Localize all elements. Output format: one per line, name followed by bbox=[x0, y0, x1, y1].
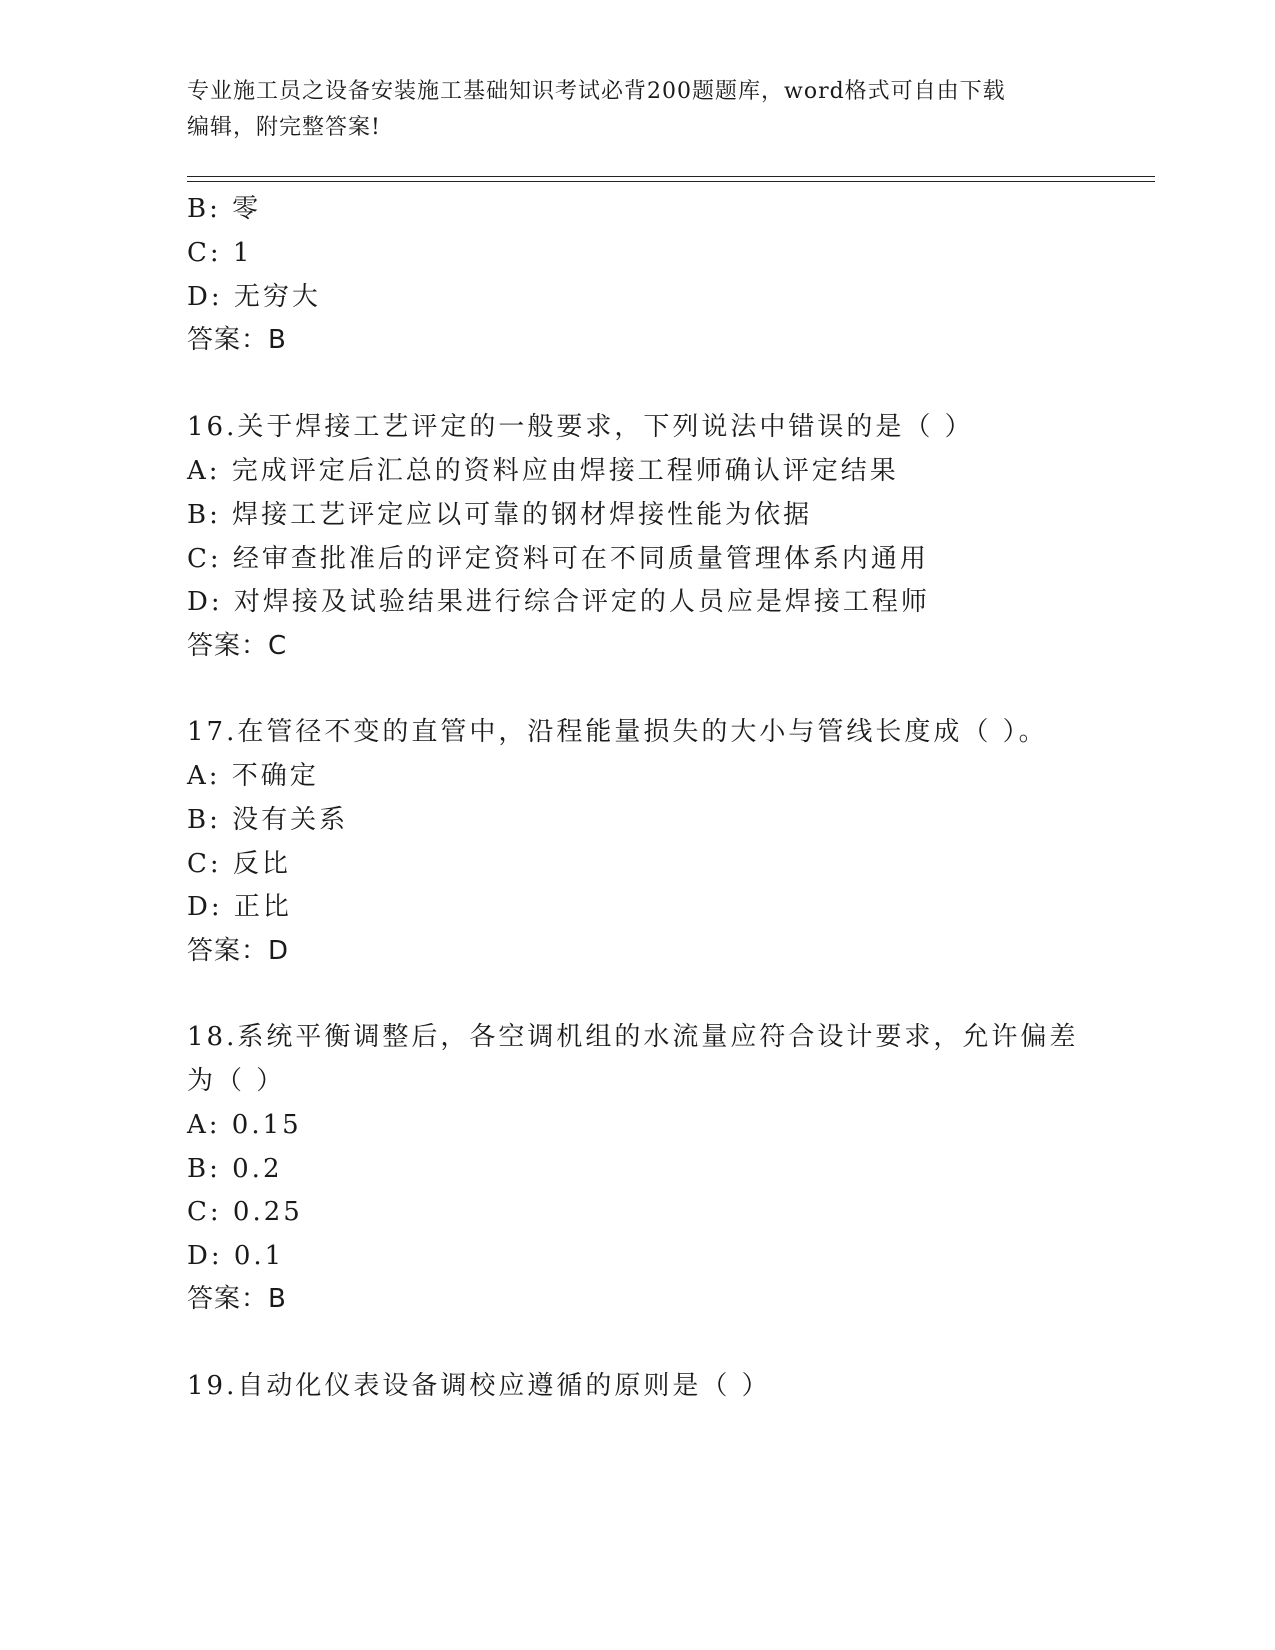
q15-option-c: C: 1 bbox=[187, 238, 253, 268]
q16-option-a: A: 完成评定后汇总的资料应由焊接工程师确认评定结果 bbox=[187, 456, 899, 486]
q18-option-b: B: 0.2 bbox=[187, 1154, 283, 1184]
q18-option-d: D: 0.1 bbox=[187, 1241, 285, 1271]
q17-option-b: B: 没有关系 bbox=[187, 805, 349, 835]
q15-option-d: D: 无穷大 bbox=[187, 282, 321, 312]
q15-answer: 答案：B bbox=[187, 325, 287, 355]
q16-question: 16.关于焊接工艺评定的一般要求，下列说法中错误的是（ ） bbox=[187, 412, 974, 442]
q15-option-b: B: 零 bbox=[187, 194, 262, 224]
q18-option-a: A: 0.15 bbox=[187, 1110, 302, 1140]
q16-option-b: B: 焊接工艺评定应以可靠的钢材焊接性能为依据 bbox=[187, 500, 813, 530]
q17-question: 17.在管径不变的直管中，沿程能量损失的大小与管线长度成（ ）。 bbox=[187, 717, 1048, 747]
q19-question: 19.自动化仪表设备调校应遵循的原则是（ ） bbox=[187, 1371, 771, 1401]
q16-answer: 答案：C bbox=[187, 631, 288, 661]
q18-option-c: C: 0.25 bbox=[187, 1197, 303, 1227]
q16-option-c: C: 经审查批准后的评定资料可在不同质量管理体系内通用 bbox=[187, 544, 929, 574]
q18-answer: 答案：B bbox=[187, 1284, 287, 1314]
q16-option-d: D: 对焊接及试验结果进行综合评定的人员应是焊接工程师 bbox=[187, 587, 930, 617]
header-divider-bottom bbox=[187, 181, 1155, 182]
header-line-2: 编辑，附完整答案! bbox=[187, 115, 381, 140]
q17-answer: 答案：D bbox=[187, 936, 290, 966]
header-line-1: 专业施工员之设备安装施工基础知识考试必背200题题库，word格式可自由下载 bbox=[187, 79, 1006, 104]
document-header bbox=[187, 74, 1067, 146]
q17-option-a: A: 不确定 bbox=[187, 761, 319, 791]
q17-option-d: D: 正比 bbox=[187, 892, 292, 922]
header-divider-top bbox=[187, 176, 1155, 177]
q18-question-line-1: 18.系统平衡调整后，各空调机组的水流量应符合设计要求，允许偏差 bbox=[187, 1022, 1079, 1052]
q18-question-line-2: 为（ ） bbox=[187, 1066, 286, 1096]
q17-option-c: C: 反比 bbox=[187, 849, 291, 879]
